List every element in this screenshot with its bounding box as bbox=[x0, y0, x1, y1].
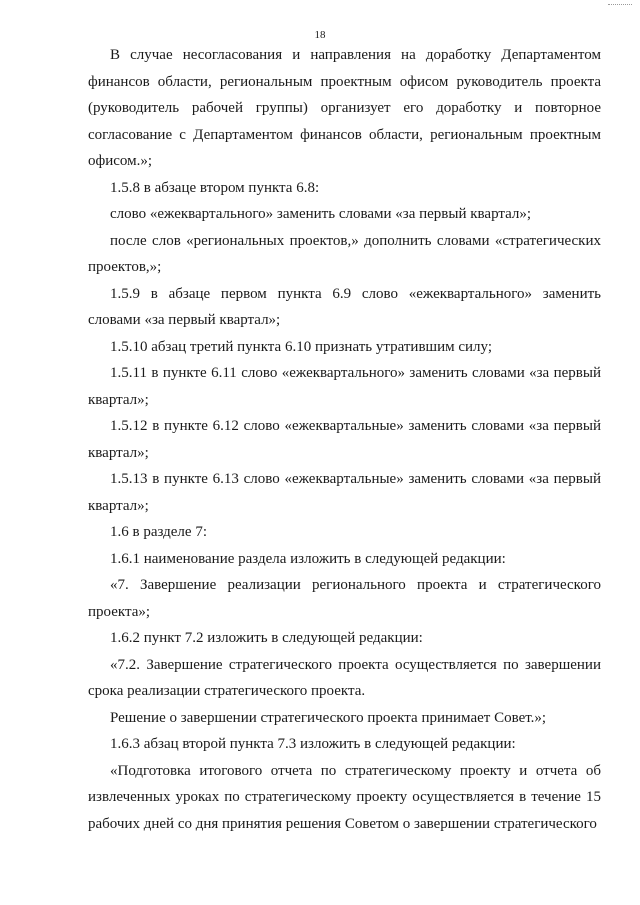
paragraph: 1.5.9 в абзаце первом пункта 6.9 слово «ежеквартального» заменить словами «за первый квартал»; bbox=[88, 285, 601, 328]
paragraph: Решение о завершении стратегического проекта принимает Совет.»; bbox=[110, 709, 547, 726]
paragraph: 1.6.1 наименование раздела изложить в следующей редакции: bbox=[110, 550, 506, 567]
paragraph: 1.5.12 в пункте 6.12 слово «ежеквартальные» заменить словами «за первый квартал»; bbox=[88, 418, 601, 461]
document-body bbox=[88, 42, 601, 837]
page-number: 18 bbox=[314, 29, 326, 41]
paragraph: после слов «региональных проектов,» дополнить словами «стратегических проектов,»; bbox=[88, 232, 601, 275]
scan-corner-mark bbox=[608, 0, 632, 5]
paragraph: «Подготовка итогового отчета по стратегическому проекту и отчета об извлеченных уроках по стратегическому проекту осуществляется в течение 15 рабочих дней со дня принятия решения Советом о завершении стратегического bbox=[88, 762, 601, 832]
paragraph: 1.5.13 в пункте 6.13 слово «ежеквартальные» заменить словами «за первый квартал»; bbox=[88, 471, 601, 514]
paragraph: 1.6.2 пункт 7.2 изложить в следующей редакции: bbox=[110, 630, 423, 646]
paragraph: «7.2. Завершение стратегического проекта осуществляется по завершении срока реализации стратегического проекта. bbox=[88, 656, 601, 699]
paragraph: 1.5.10 абзац третий пункта 6.10 признать утратившим силу; bbox=[110, 338, 493, 355]
paragraph: В случае несогласования и направления на доработку Департаментом финансов области, региональным проектным офисом руководитель проекта (руководитель рабочей группы) организует его доработку и повторное согласование с Департаментом финансов области, региональным проектным офисом.»; bbox=[88, 47, 601, 169]
paragraph: 1.5.11 в пункте 6.11 слово «ежеквартального» заменить словами «за первый квартал»; bbox=[88, 365, 601, 408]
paragraph: 1.5.8 в абзаце втором пункта 6.8: bbox=[110, 179, 320, 196]
paragraph: 1.6 в разделе 7: bbox=[110, 524, 207, 540]
paragraph: слово «ежеквартального» заменить словами «за первый квартал»; bbox=[110, 206, 532, 222]
paragraph: 1.6.3 абзац второй пункта 7.3 изложить в следующей редакции: bbox=[110, 736, 516, 752]
paragraph: «7. Завершение реализации регионального проекта и стратегического проекта»; bbox=[88, 577, 601, 620]
